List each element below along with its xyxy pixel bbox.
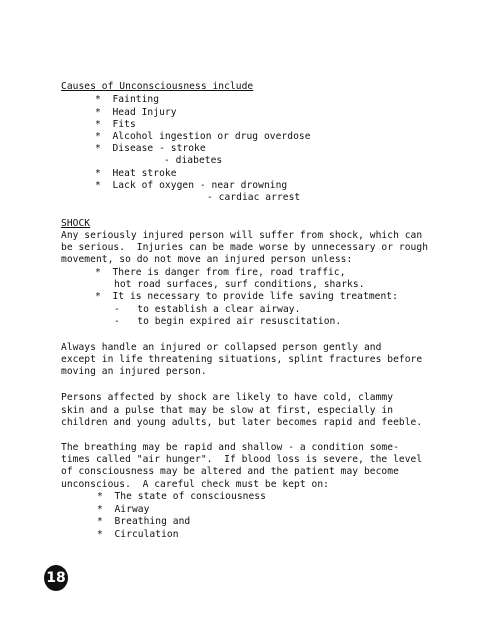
affected-paragraph-line: skin and a pulse that may be slow at first, especially in [61,405,394,416]
shock-condition: * There is danger from fire, road traffic, [95,267,346,278]
causes-item: * Heat stroke [95,168,177,179]
breathing-paragraph-line: unconscious. A careful check must be kept on: [61,479,329,490]
breathing-paragraph-line: times called "air hunger". If blood loss is severe, the level [61,454,423,465]
shock-intro-line: movement, so do not move an injured person unless: [61,254,353,265]
shock-heading: SHOCK [61,218,91,229]
breathing-paragraph-line: The breathing may be rapid and shallow - a condition some- [61,442,399,453]
causes-subitem: - cardiac arrest [207,192,301,203]
handle-paragraph-line: moving an injured person. [61,366,207,377]
affected-paragraph-line: Persons affected by shock are likely to have cold, clammy [61,392,394,403]
causes-item: * Head Injury [95,107,177,118]
shock-intro-line: be serious. Injuries can be made worse by unnecessary or rough [61,242,429,253]
causes-item: * Alcohol ingestion or drug overdose [95,131,311,142]
check-item: * The state of consciousness [97,491,266,502]
causes-item: * Disease - stroke [95,143,206,154]
causes-item: * Fits [95,119,136,130]
breathing-paragraph-line: of consciousness may be altered and the patient may become [61,466,399,477]
shock-condition: - to establish a clear airway. [114,304,301,315]
handle-paragraph-line: Always handle an injured or collapsed person gently and [61,342,382,353]
causes-subitem: - diabetes [164,155,223,166]
shock-condition: - to begin expired air resuscitation. [114,316,342,327]
shock-condition: hot road surfaces, surf conditions, sharks. [114,279,365,290]
causes-item: * Fainting [95,94,160,105]
causes-heading: Causes of Unconsciousness include [61,81,254,92]
check-item: * Circulation [97,529,179,540]
check-item: * Breathing and [97,516,191,527]
shock-condition: * It is necessary to provide life saving treatment: [95,291,398,302]
shock-intro-line: Any seriously injured person will suffer from shock, which can [61,230,423,241]
handle-paragraph-line: except in life threatening situations, splint fractures before [61,354,423,365]
affected-paragraph-line: children and young adults, but later becomes rapid and feeble. [61,417,423,428]
causes-item: * Lack of oxygen - near drowning [95,180,288,191]
check-item: * Airway [97,504,150,515]
page-number-badge: 18 [44,565,68,591]
